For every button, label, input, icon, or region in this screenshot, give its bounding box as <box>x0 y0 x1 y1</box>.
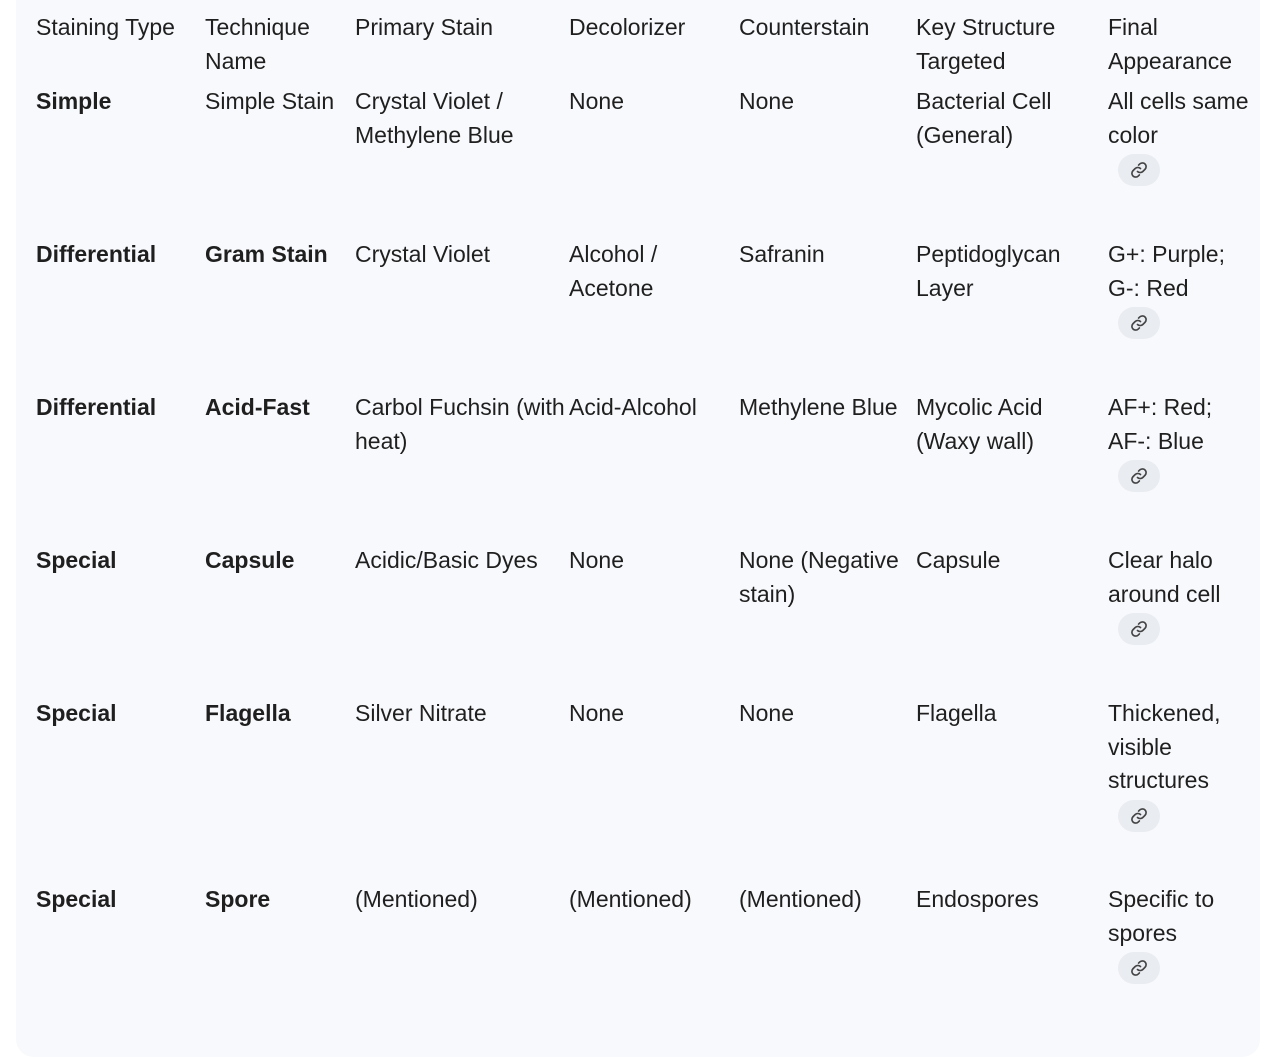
final-appearance-text: G+: Purple; G-: Red <box>1108 241 1225 301</box>
link-icon <box>1130 467 1148 485</box>
source-link-button[interactable] <box>1118 613 1160 645</box>
header-primary-stain: Primary Stain <box>355 14 494 40</box>
cell-primary-stain: Crystal Violet / Methylene Blue <box>355 88 514 148</box>
cell-decolorizer: None <box>569 547 624 573</box>
header-decolorizer: Decolorizer <box>569 14 686 40</box>
cell-counterstain: None <box>739 700 794 726</box>
cell-primary-stain: Crystal Violet <box>355 241 491 267</box>
cell-primary-stain: Acidic/Basic Dyes <box>355 547 538 573</box>
cell-final-appearance <box>1108 82 1260 235</box>
source-link-button[interactable] <box>1118 307 1160 339</box>
link-icon <box>1130 161 1148 179</box>
link-icon <box>1130 314 1148 332</box>
header-final-appearance: Final Appearance <box>1108 14 1233 74</box>
cell-staining-type: Special <box>36 700 117 726</box>
cell-technique-name: Flagella <box>205 700 291 726</box>
header-key-structure: Key Structure Targeted <box>916 14 1056 74</box>
final-appearance-text: Thickened, visible structures <box>1108 700 1221 793</box>
header-technique-name: Technique Name <box>205 14 310 74</box>
cell-counterstain: Methylene Blue <box>739 394 898 420</box>
link-icon <box>1130 620 1148 638</box>
table-row <box>16 694 1260 880</box>
final-appearance-text: Specific to spores <box>1108 886 1215 946</box>
cell-key-structure: Capsule <box>916 547 1001 573</box>
header-row <box>16 0 1260 82</box>
cell-final-appearance <box>1108 388 1260 541</box>
link-icon <box>1130 959 1148 977</box>
final-appearance-text: All cells same color <box>1108 88 1249 148</box>
cell-final-appearance <box>1108 694 1260 880</box>
cell-technique-name: Simple Stain <box>205 88 335 114</box>
table-card <box>16 0 1260 1057</box>
cell-staining-type: Differential <box>36 394 157 420</box>
source-link-button[interactable] <box>1118 800 1160 832</box>
cell-final-appearance <box>1108 880 1260 1030</box>
cell-counterstain: None <box>739 88 794 114</box>
cell-decolorizer: (Mentioned) <box>569 886 692 912</box>
cell-primary-stain: Carbol Fuchsin (with heat) <box>355 394 565 454</box>
cell-key-structure: Endospores <box>916 886 1039 912</box>
cell-technique-name: Acid-Fast <box>205 394 310 420</box>
cell-key-structure: Flagella <box>916 700 997 726</box>
cell-staining-type: Special <box>36 886 117 912</box>
link-icon <box>1130 807 1148 825</box>
cell-decolorizer: Acid-Alcohol <box>569 394 697 420</box>
cell-staining-type: Simple <box>36 88 112 114</box>
cell-decolorizer: Alcohol / Acetone <box>569 241 658 301</box>
cell-decolorizer: None <box>569 700 624 726</box>
cell-final-appearance <box>1108 235 1260 388</box>
cell-counterstain: (Mentioned) <box>739 886 862 912</box>
cell-key-structure: Mycolic Acid (Waxy wall) <box>916 394 1043 454</box>
cell-key-structure: Peptidoglycan Layer <box>916 241 1061 301</box>
staining-table <box>16 0 1260 1030</box>
cell-key-structure: Bacterial Cell (General) <box>916 88 1052 148</box>
cell-primary-stain: (Mentioned) <box>355 886 478 912</box>
cell-technique-name: Gram Stain <box>205 241 328 267</box>
cell-staining-type: Differential <box>36 241 157 267</box>
table-row <box>16 388 1260 541</box>
header-counterstain: Counterstain <box>739 14 870 40</box>
header-staining-type: Staining Type <box>36 14 175 40</box>
final-appearance-text: AF+: Red; AF-: Blue <box>1108 394 1213 454</box>
cell-decolorizer: None <box>569 88 624 114</box>
cell-counterstain: None (Negative stain) <box>739 547 899 607</box>
cell-technique-name: Capsule <box>205 547 295 573</box>
source-link-button[interactable] <box>1118 460 1160 492</box>
cell-final-appearance <box>1108 541 1260 694</box>
cell-staining-type: Special <box>36 547 117 573</box>
cell-primary-stain: Silver Nitrate <box>355 700 487 726</box>
table-row <box>16 880 1260 1030</box>
table-row <box>16 82 1260 235</box>
source-link-button[interactable] <box>1118 154 1160 186</box>
cell-counterstain: Safranin <box>739 241 825 267</box>
table-row <box>16 235 1260 388</box>
source-link-button[interactable] <box>1118 952 1160 984</box>
table-row <box>16 541 1260 694</box>
cell-technique-name: Spore <box>205 886 271 912</box>
final-appearance-text: Clear halo around cell <box>1108 547 1221 607</box>
